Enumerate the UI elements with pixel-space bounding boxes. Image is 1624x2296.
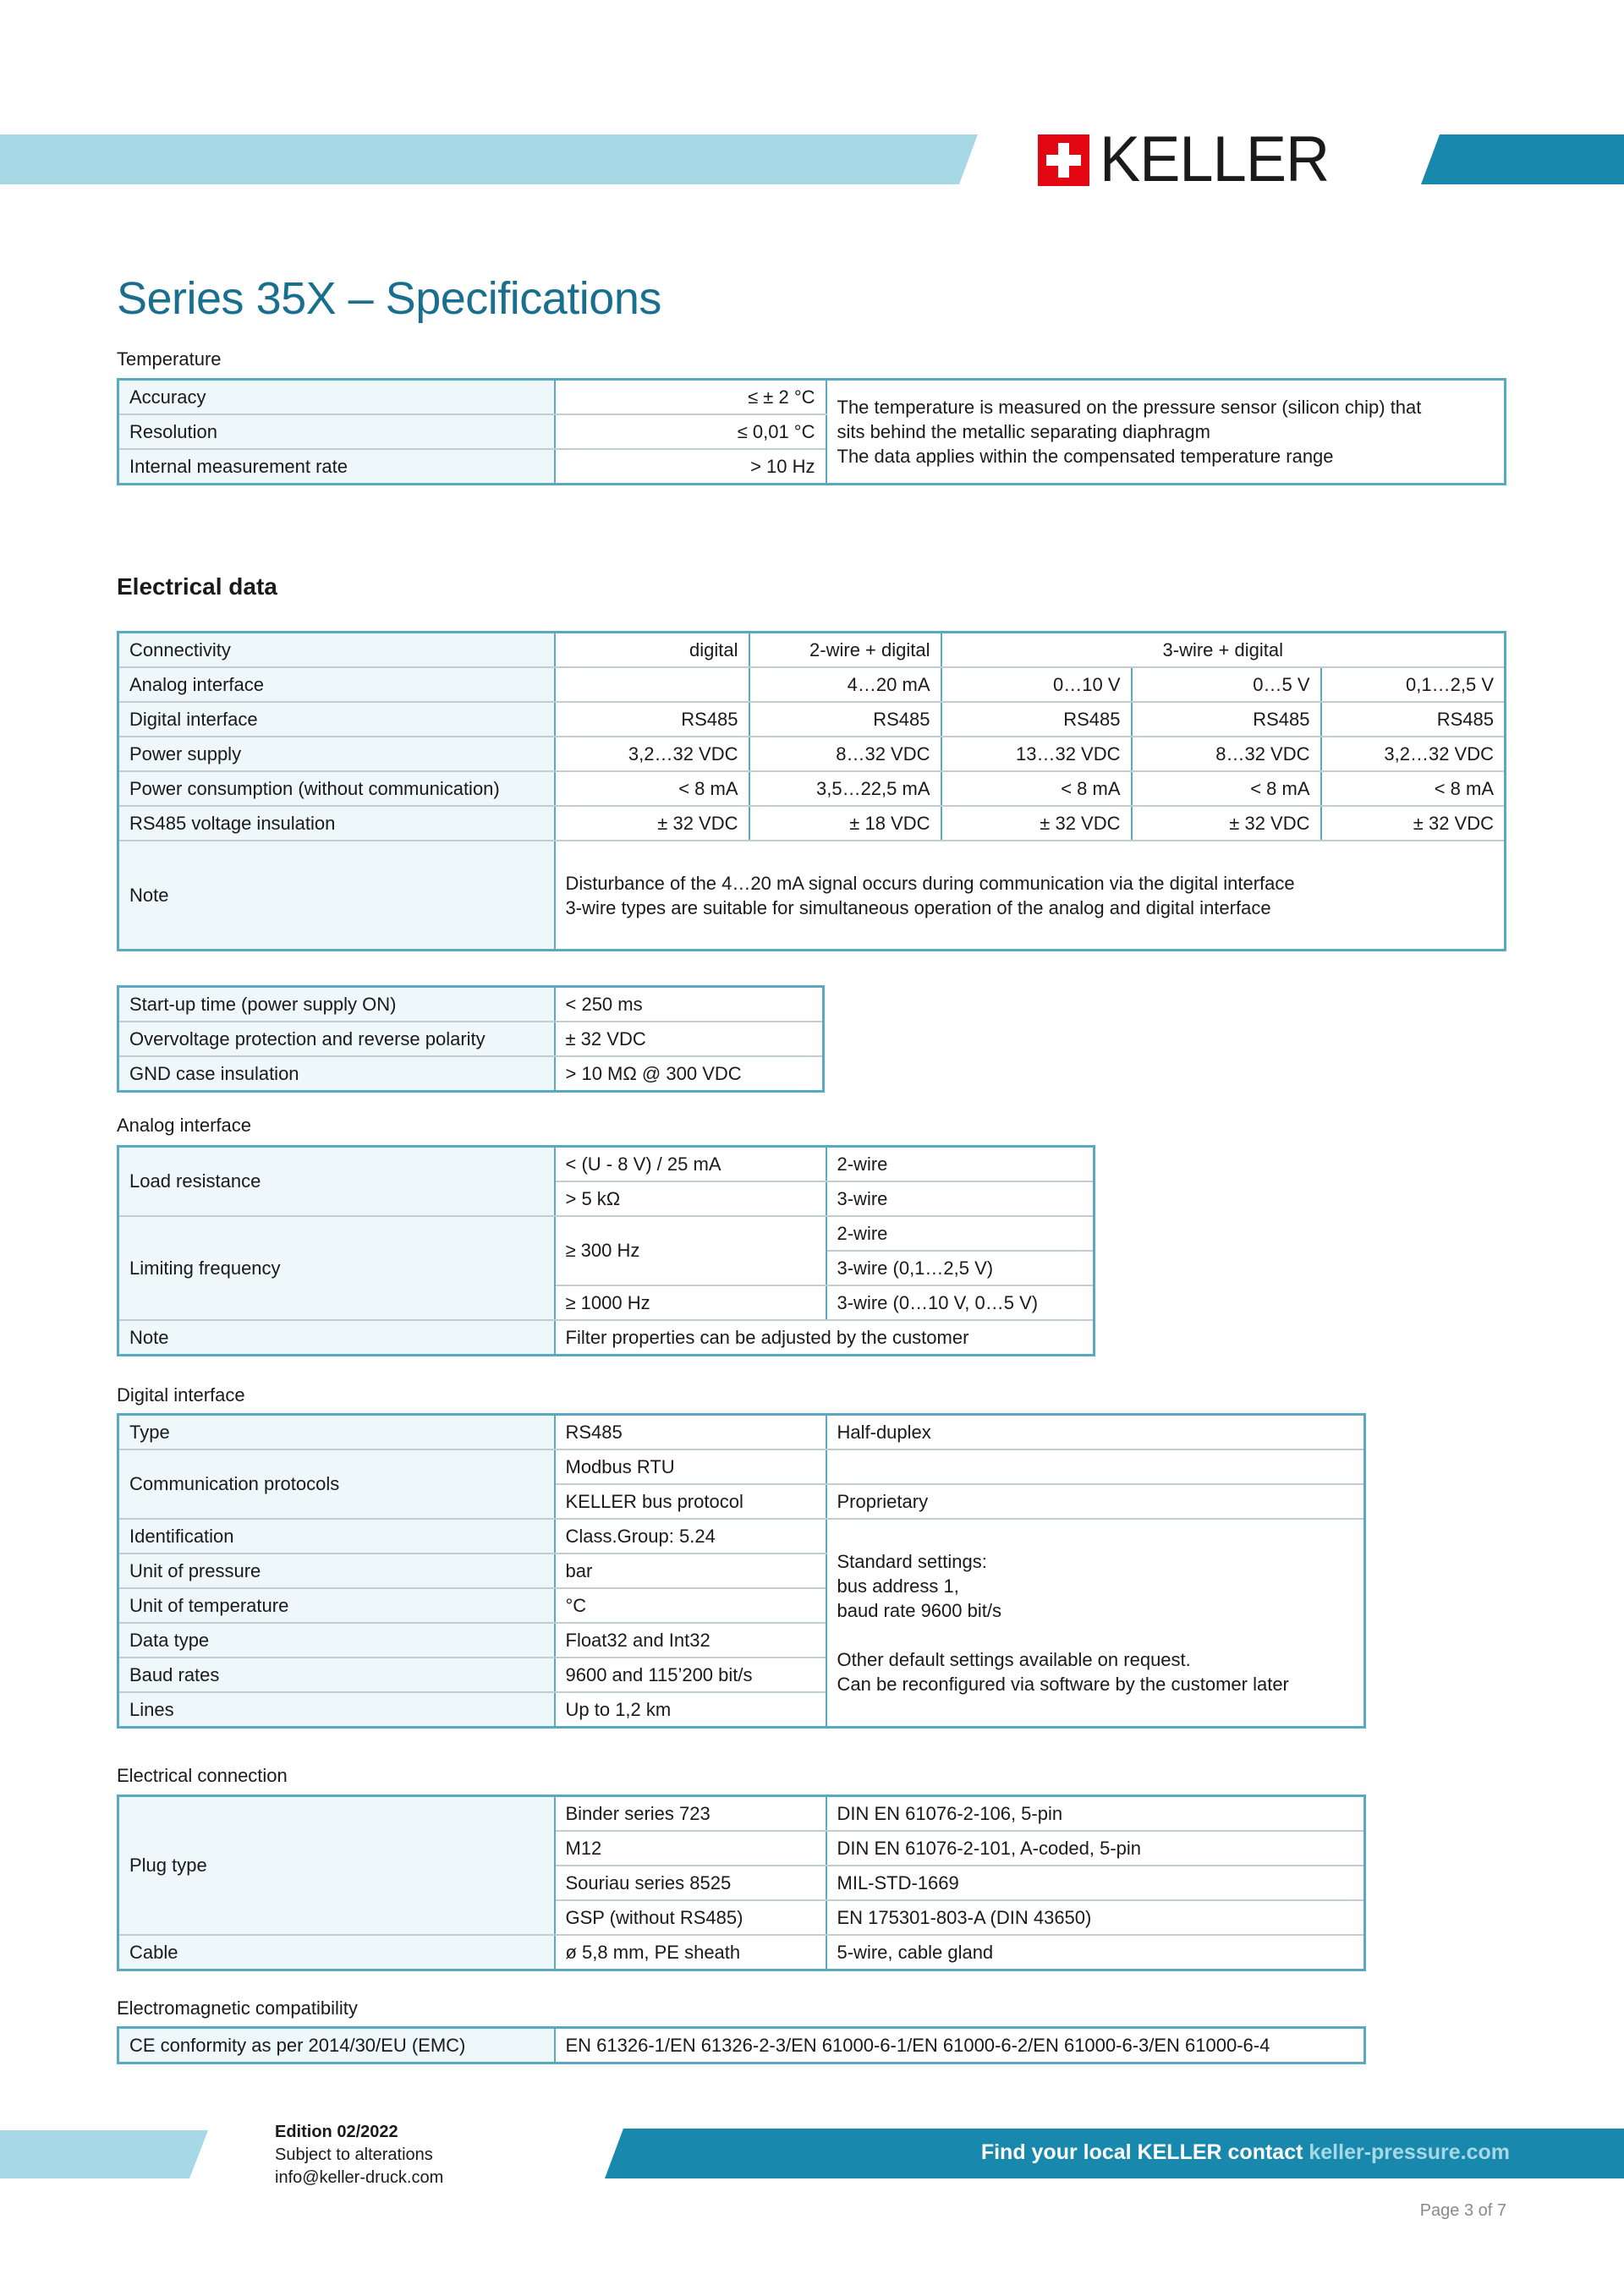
- cell: 3-wire + digital: [941, 633, 1506, 668]
- cell: Souriau series 8525: [555, 1866, 826, 1900]
- table-row: [118, 1320, 1095, 1356]
- row-label: Lines: [118, 1692, 555, 1728]
- note-line: The data applies within the compensated temperature range: [837, 446, 1334, 467]
- row-label: Analog interface: [118, 667, 555, 702]
- cell: Up to 1,2 km: [555, 1692, 826, 1728]
- cell: KELLER bus protocol: [555, 1484, 826, 1519]
- analog-table: [117, 1145, 1095, 1356]
- cell: ± 32 VDC: [1321, 806, 1506, 841]
- cell: 8…32 VDC: [1132, 737, 1321, 771]
- cell: Class.Group: 5.24: [555, 1519, 826, 1553]
- contact-link[interactable]: keller-pressure.com: [1309, 2140, 1510, 2164]
- cell: RS485: [555, 1415, 826, 1450]
- cell: EN 61326-1/EN 61326-2-3/EN 61000-6-1/EN 61000-6-2/EN 61000-6-3/EN 61000-6-4: [555, 2028, 1365, 2063]
- row-value: ± 32 VDC: [555, 1022, 824, 1056]
- cell: < 8 mA: [941, 771, 1132, 806]
- contact-text: Find your local KELLER contact: [980, 2140, 1303, 2164]
- cell: digital: [555, 633, 749, 668]
- table-row: [118, 667, 1506, 702]
- swiss-cross-icon: [1038, 134, 1089, 186]
- footer-contact: [981, 2140, 1510, 2165]
- logo-text: KELLER: [1100, 123, 1330, 195]
- header-band-light: [0, 134, 978, 184]
- row-value: > 10 MΩ @ 300 VDC: [555, 1056, 824, 1092]
- row-label: Cable: [118, 1935, 555, 1970]
- row-label: Type: [118, 1415, 555, 1450]
- note-line: Disturbance of the 4…20 mA signal occurs during communication via the digital interface: [565, 872, 1295, 894]
- table-row: [118, 1216, 1095, 1251]
- note-line: Standard settings:: [837, 1551, 987, 1572]
- row-label: Identification: [118, 1519, 555, 1553]
- row-label: Internal measurement rate: [118, 449, 555, 485]
- cell: ≥ 1000 Hz: [555, 1285, 826, 1320]
- emc-heading: Electromagnetic compatibility: [117, 1997, 358, 2019]
- cell: 2-wire + digital: [749, 633, 941, 668]
- cell: ± 32 VDC: [1132, 806, 1321, 841]
- row-label: RS485 voltage insulation: [118, 806, 555, 841]
- cell: 2-wire: [826, 1147, 1095, 1182]
- electrical-table: [117, 631, 1506, 951]
- table-row: [118, 806, 1506, 841]
- footer-info: [275, 2121, 443, 2189]
- cell: < 8 mA: [1321, 771, 1506, 806]
- row-label: Unit of temperature: [118, 1588, 555, 1623]
- temperature-table: [117, 378, 1506, 485]
- footer-band-light: [0, 2130, 208, 2178]
- digital-settings-note: [826, 1519, 1365, 1728]
- table-row: [118, 737, 1506, 771]
- cell: [555, 667, 749, 702]
- temperature-heading: Temperature: [117, 348, 222, 370]
- note-line: baud rate 9600 bit/s: [837, 1600, 1001, 1621]
- row-value: > 10 Hz: [555, 449, 826, 485]
- row-label: Power supply: [118, 737, 555, 771]
- cell: [826, 1449, 1365, 1484]
- cell: ± 32 VDC: [941, 806, 1132, 841]
- row-label: Limiting frequency: [118, 1216, 555, 1320]
- note-spacer: [837, 1623, 1354, 1647]
- row-label: Communication protocols: [118, 1449, 555, 1519]
- cell: 4…20 mA: [749, 667, 941, 702]
- edition: Edition 02/2022: [275, 2123, 398, 2141]
- keller-logo: [1038, 123, 1341, 195]
- cell: Half-duplex: [826, 1415, 1365, 1450]
- row-label: Load resistance: [118, 1147, 555, 1217]
- cell: ≥ 300 Hz: [555, 1216, 826, 1285]
- cell: RS485: [749, 702, 941, 737]
- contact-email[interactable]: info@keller-druck.com: [275, 2168, 444, 2187]
- table-row: [118, 1796, 1365, 1832]
- table-row: [118, 987, 824, 1022]
- cell: Filter properties can be adjusted by the customer: [555, 1320, 1095, 1356]
- note-line: bus address 1,: [837, 1575, 959, 1597]
- row-label: CE conformity as per 2014/30/EU (EMC): [118, 2028, 555, 2063]
- table-row: [118, 1415, 1365, 1450]
- cell: RS485: [555, 702, 749, 737]
- temperature-note: [826, 380, 1506, 485]
- row-label: Data type: [118, 1623, 555, 1658]
- cell: Float32 and Int32: [555, 1623, 826, 1658]
- note-line: sits behind the metallic separating diaphragm: [837, 421, 1210, 442]
- table-row: [118, 841, 1506, 951]
- cell: 0…10 V: [941, 667, 1132, 702]
- cell: 3-wire (0…10 V, 0…5 V): [826, 1285, 1095, 1320]
- row-label: Accuracy: [118, 380, 555, 415]
- table-row: [118, 1935, 1365, 1970]
- cell: ± 32 VDC: [555, 806, 749, 841]
- cell: ø 5,8 mm, PE sheath: [555, 1935, 826, 1970]
- connection-heading: Electrical connection: [117, 1765, 288, 1786]
- cell: 0,1…2,5 V: [1321, 667, 1506, 702]
- connection-table: [117, 1795, 1366, 1971]
- note-line: Other default settings available on request.: [837, 1649, 1191, 1670]
- table-row: [118, 1147, 1095, 1182]
- cell: 13…32 VDC: [941, 737, 1132, 771]
- cell: DIN EN 61076-2-101, A-coded, 5-pin: [826, 1831, 1365, 1866]
- note-line: The temperature is measured on the pressure sensor (silicon chip) that: [837, 397, 1422, 418]
- row-label: Note: [118, 841, 555, 951]
- electrical-note: [555, 841, 1506, 951]
- cell: M12: [555, 1831, 826, 1866]
- cell: DIN EN 61076-2-106, 5-pin: [826, 1796, 1365, 1832]
- electrical-heading: Electrical data: [117, 573, 277, 600]
- table-row: [118, 1022, 824, 1056]
- note-line: 3-wire types are suitable for simultaneous operation of the analog and digital interface: [565, 896, 1271, 918]
- cell: 3,5…22,5 mA: [749, 771, 941, 806]
- analog-heading: Analog interface: [117, 1115, 251, 1136]
- cell: MIL-STD-1669: [826, 1866, 1365, 1900]
- cell: Proprietary: [826, 1484, 1365, 1519]
- row-label: Resolution: [118, 414, 555, 449]
- cell: 3,2…32 VDC: [555, 737, 749, 771]
- cell: RS485: [1321, 702, 1506, 737]
- row-label: Connectivity: [118, 633, 555, 668]
- cell: ± 18 VDC: [749, 806, 941, 841]
- row-value: < 250 ms: [555, 987, 824, 1022]
- subject-to-alterations: Subject to alterations: [275, 2145, 433, 2164]
- page-title: Series 35X – Specifications: [117, 273, 661, 324]
- cell: RS485: [941, 702, 1132, 737]
- cell: 3,2…32 VDC: [1321, 737, 1506, 771]
- row-value: ≤ 0,01 °C: [555, 414, 826, 449]
- cell: bar: [555, 1553, 826, 1588]
- table-row: [118, 2028, 1365, 2063]
- note-line: Can be reconfigured via software by the customer later: [837, 1674, 1289, 1695]
- row-label: Baud rates: [118, 1658, 555, 1692]
- row-label: Start-up time (power supply ON): [118, 987, 555, 1022]
- row-label: Overvoltage protection and reverse polarity: [118, 1022, 555, 1056]
- row-label: Plug type: [118, 1796, 555, 1936]
- page-number: Page 3 of 7: [1419, 2201, 1506, 2220]
- cell: 3-wire (0,1…2,5 V): [826, 1251, 1095, 1285]
- table-row: [118, 1056, 824, 1092]
- table-row: [118, 1449, 1365, 1484]
- emc-table: [117, 2026, 1366, 2064]
- cell: RS485: [1132, 702, 1321, 737]
- cell: °C: [555, 1588, 826, 1623]
- table-row: [118, 1519, 1365, 1553]
- cell: EN 175301-803-A (DIN 43650): [826, 1900, 1365, 1935]
- cell: < (U - 8 V) / 25 mA: [555, 1147, 826, 1182]
- cell: 9600 and 115’200 bit/s: [555, 1658, 826, 1692]
- cell: 0…5 V: [1132, 667, 1321, 702]
- cell: > 5 kΩ: [555, 1181, 826, 1216]
- row-label: GND case insulation: [118, 1056, 555, 1092]
- row-label: Note: [118, 1320, 555, 1356]
- table-row: [118, 633, 1506, 668]
- cell: < 8 mA: [555, 771, 749, 806]
- electrical-misc-table: [117, 985, 825, 1093]
- row-value: ≤ ± 2 °C: [555, 380, 826, 415]
- cell: GSP (without RS485): [555, 1900, 826, 1935]
- cell: Binder series 723: [555, 1796, 826, 1832]
- cell: Modbus RTU: [555, 1449, 826, 1484]
- cell: < 8 mA: [1132, 771, 1321, 806]
- row-label: Digital interface: [118, 702, 555, 737]
- row-label: Unit of pressure: [118, 1553, 555, 1588]
- cell: 3-wire: [826, 1181, 1095, 1216]
- cell: 5-wire, cable gland: [826, 1935, 1365, 1970]
- cell: 8…32 VDC: [749, 737, 941, 771]
- cell: 2-wire: [826, 1216, 1095, 1251]
- digital-table: [117, 1413, 1366, 1729]
- header-band-dark: [1421, 134, 1624, 184]
- row-label: Power consumption (without communication): [118, 771, 555, 806]
- digital-heading: Digital interface: [117, 1384, 245, 1406]
- table-row: [118, 702, 1506, 737]
- table-row: [118, 771, 1506, 806]
- table-row: [118, 380, 1506, 415]
